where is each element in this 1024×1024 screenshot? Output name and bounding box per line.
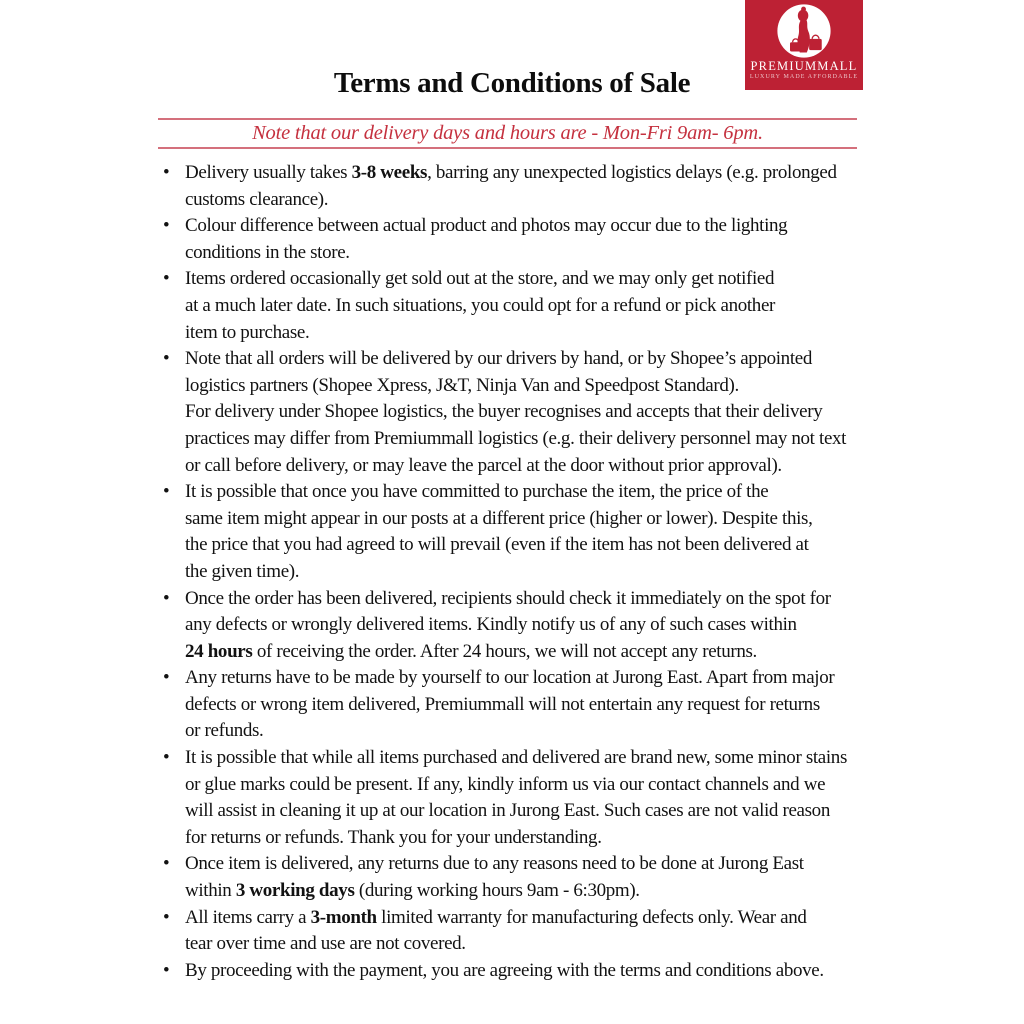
term-line: within 3 working days (during working hours 9am - 6:30pm). (185, 880, 640, 902)
term-line: or call before delivery, or may leave the parcel at the door without prior approval). (185, 454, 782, 476)
term-line: • Items ordered occasionally get sold out at the store, and we may only get notified (185, 268, 775, 290)
term-line: For delivery under Shopee logistics, the buyer recognises and accepts that their delivery (185, 401, 823, 423)
term-line: practices may differ from Premiummall logistics (e.g. their delivery personnel may not text (185, 427, 847, 449)
logo-brand-name: PREMIUMMALL (750, 59, 858, 73)
term-line: for returns or refunds. Thank you for your understanding. (185, 826, 602, 848)
term-item (158, 586, 847, 666)
term-line: or glue marks could be present. If any, kindly inform us via our contact channels and we (185, 773, 826, 795)
delivery-note-bar (158, 118, 857, 149)
woman-shopper-icon (776, 3, 832, 59)
term-line: • Once the order has been delivered, recipients should check it immediately on the spot for (185, 587, 831, 609)
terms-list (158, 160, 847, 984)
term-line: • Colour difference between actual product and photos may occur due to the lighting (185, 215, 788, 237)
term-line: • Note that all orders will be delivered by our drivers by hand, or by Shopee’s appointed (185, 348, 812, 370)
term-line: logistics partners (Shopee Xpress, J&T, Ninja Van and Speedpost Standard). (185, 374, 739, 396)
term-line: • All items carry a 3-month limited warranty for manufacturing defects only. Wear and (185, 906, 807, 928)
term-line: • Any returns have to be made by yourself to our location at Jurong East. Apart from major (185, 667, 835, 689)
term-item (158, 213, 847, 266)
term-line: • Once item is delivered, any returns due to any reasons need to be done at Jurong East (185, 853, 804, 875)
term-line: item to purchase. (185, 321, 310, 343)
term-item (158, 346, 847, 479)
term-line: any defects or wrongly delivered items. Kindly notify us of any of such cases within (185, 614, 797, 636)
delivery-note-text: Note that our delivery days and hours are - Mon-Fri 9am- 6pm. (252, 122, 763, 144)
term-line: the given time). (185, 560, 300, 582)
term-line: the price that you had agreed to will prevail (even if the item has not been delivered at (185, 534, 809, 556)
term-item (158, 479, 847, 585)
page-title: Terms and Conditions of Sale (333, 67, 691, 99)
term-line: will assist in cleaning it up at our location in Jurong East. Such cases are not valid reason (185, 800, 830, 822)
term-line: tear over time and use are not covered. (185, 933, 466, 955)
term-line: 24 hours of receiving the order. After 24 hours, we will not accept any returns. (185, 640, 757, 662)
logo-tagline: LUXURY MADE AFFORDABLE (749, 74, 859, 80)
term-item (158, 266, 847, 346)
term-line: same item might appear in our posts at a different price (higher or lower). Despite this, (185, 507, 813, 529)
term-line: at a much later date. In such situations, you could opt for a refund or pick another (185, 294, 776, 316)
term-item (158, 745, 847, 851)
term-item (158, 905, 847, 958)
term-line: conditions in the store. (185, 241, 350, 263)
term-line: • It is possible that while all items purchased and delivered are brand new, some minor stains (185, 747, 847, 769)
term-line: defects or wrong item delivered, Premiummall will not entertain any request for returns (185, 693, 820, 715)
term-item (158, 665, 847, 745)
term-item (158, 851, 847, 904)
term-item (158, 958, 847, 985)
term-line: • By proceeding with the payment, you are agreeing with the terms and conditions above. (185, 959, 824, 981)
term-line: customs clearance). (185, 188, 329, 210)
term-line: or refunds. (185, 720, 264, 742)
term-line: • It is possible that once you have committed to purchase the item, the price of the (185, 481, 769, 503)
term-line: • Delivery usually takes 3-8 weeks, barring any unexpected logistics delays (e.g. prolonged (185, 162, 837, 183)
term-item (158, 160, 847, 213)
